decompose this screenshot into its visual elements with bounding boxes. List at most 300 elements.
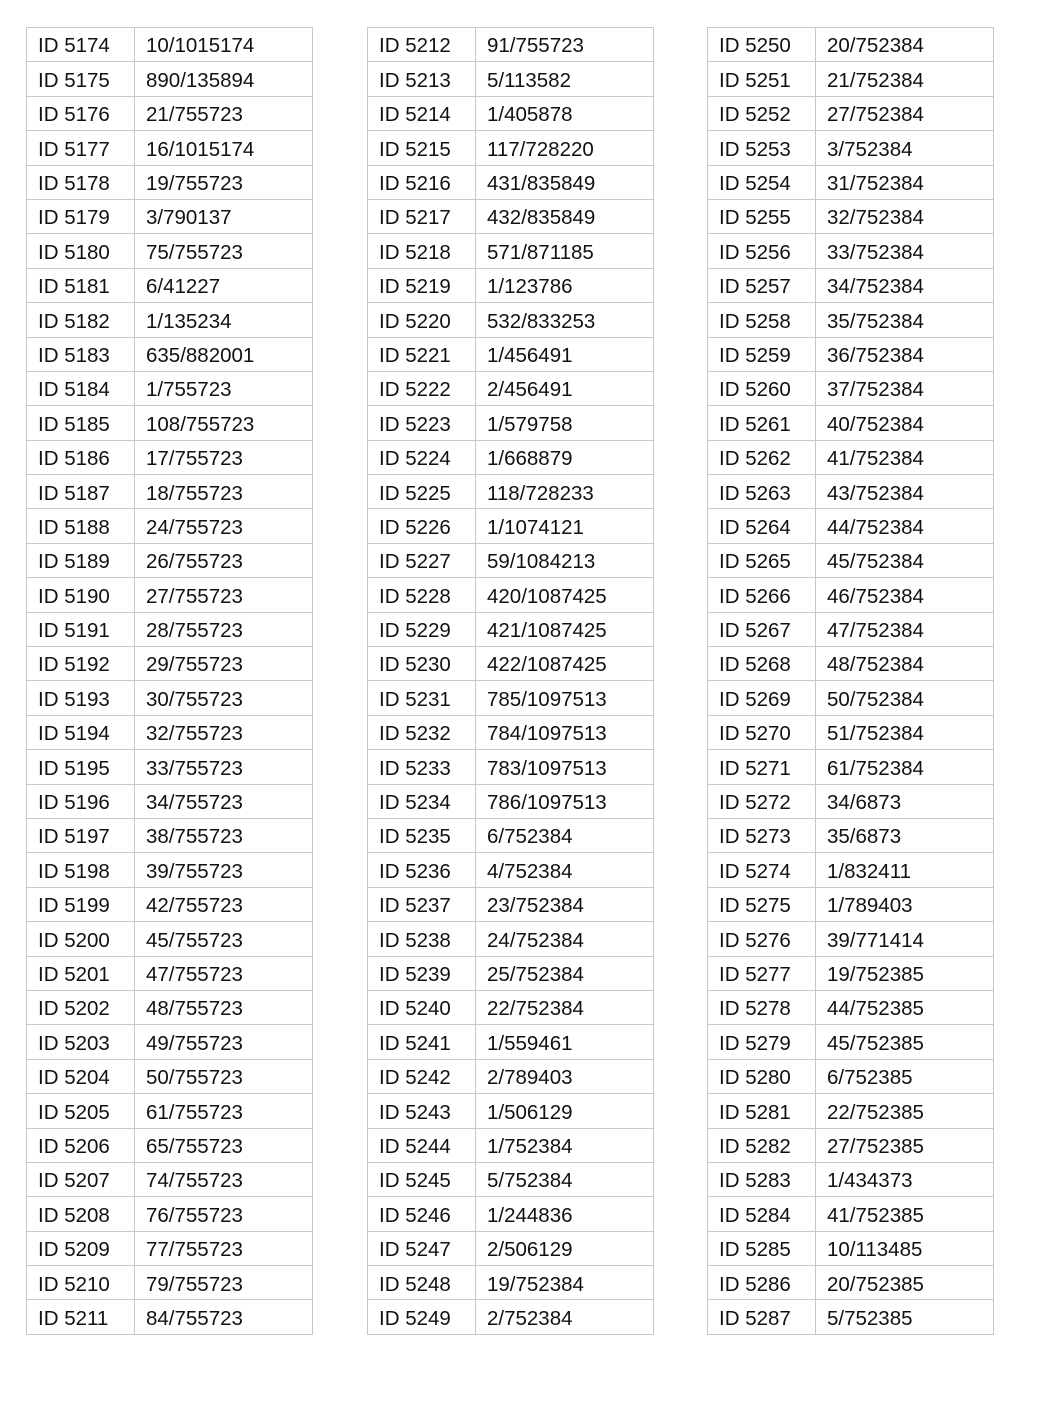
id-cell: ID 5237	[368, 887, 476, 921]
table-row	[708, 887, 994, 921]
table-row	[27, 96, 313, 130]
table-row	[368, 1300, 654, 1334]
id-cell: ID 5184	[27, 371, 135, 405]
id-cell: ID 5263	[708, 475, 816, 509]
table-row	[27, 1162, 313, 1196]
value-cell: 36/752384	[816, 337, 994, 371]
table-row	[368, 543, 654, 577]
table-row	[368, 62, 654, 96]
table-row	[27, 784, 313, 818]
id-cell: ID 5256	[708, 234, 816, 268]
table-row	[27, 1094, 313, 1128]
value-cell: 26/755723	[135, 543, 313, 577]
value-cell: 41/752385	[816, 1197, 994, 1231]
value-cell: 1/579758	[476, 406, 654, 440]
table-row	[27, 681, 313, 715]
table-row	[368, 1025, 654, 1059]
value-cell: 783/1097513	[476, 750, 654, 784]
table-row	[708, 303, 994, 337]
value-cell: 1/1074121	[476, 509, 654, 543]
value-cell: 118/728233	[476, 475, 654, 509]
table-row	[708, 818, 994, 852]
id-cell: ID 5283	[708, 1162, 816, 1196]
table-row	[368, 853, 654, 887]
value-cell: 74/755723	[135, 1162, 313, 1196]
id-cell: ID 5177	[27, 131, 135, 165]
table-row	[27, 612, 313, 646]
table-row	[708, 1300, 994, 1334]
value-cell: 35/752384	[816, 303, 994, 337]
id-cell: ID 5234	[368, 784, 476, 818]
table-row	[708, 1231, 994, 1265]
table-row	[368, 268, 654, 302]
id-cell: ID 5192	[27, 647, 135, 681]
table-row	[708, 96, 994, 130]
id-cell: ID 5181	[27, 268, 135, 302]
table-row	[708, 199, 994, 233]
id-cell: ID 5249	[368, 1300, 476, 1334]
value-cell: 19/755723	[135, 165, 313, 199]
table-row	[708, 1162, 994, 1196]
id-cell: ID 5242	[368, 1059, 476, 1093]
id-cell: ID 5276	[708, 922, 816, 956]
value-cell: 79/755723	[135, 1266, 313, 1300]
table-row	[27, 1231, 313, 1265]
value-cell: 39/755723	[135, 853, 313, 887]
id-cell: ID 5272	[708, 784, 816, 818]
table-row	[27, 578, 313, 612]
table-row	[27, 750, 313, 784]
table-row	[368, 1094, 654, 1128]
value-cell: 1/832411	[816, 853, 994, 887]
value-cell: 77/755723	[135, 1231, 313, 1265]
id-cell: ID 5257	[708, 268, 816, 302]
id-cell: ID 5247	[368, 1231, 476, 1265]
id-cell: ID 5218	[368, 234, 476, 268]
id-cell: ID 5205	[27, 1094, 135, 1128]
id-cell: ID 5190	[27, 578, 135, 612]
table-row	[368, 647, 654, 681]
id-cell: ID 5232	[368, 715, 476, 749]
id-table-column-3	[707, 27, 994, 1335]
table-row	[708, 1128, 994, 1162]
id-cell: ID 5207	[27, 1162, 135, 1196]
id-cell: ID 5245	[368, 1162, 476, 1196]
id-table-column-2	[367, 27, 654, 1335]
value-cell: 5/752384	[476, 1162, 654, 1196]
table-row	[368, 612, 654, 646]
id-cell: ID 5189	[27, 543, 135, 577]
value-cell: 2/506129	[476, 1231, 654, 1265]
table-row	[708, 131, 994, 165]
value-cell: 1/755723	[135, 371, 313, 405]
value-cell: 33/755723	[135, 750, 313, 784]
table-row	[368, 715, 654, 749]
table-row	[368, 990, 654, 1024]
value-cell: 29/755723	[135, 647, 313, 681]
table-row	[27, 28, 313, 62]
value-cell: 30/755723	[135, 681, 313, 715]
id-cell: ID 5174	[27, 28, 135, 62]
id-cell: ID 5282	[708, 1128, 816, 1162]
id-cell: ID 5215	[368, 131, 476, 165]
table-row	[368, 337, 654, 371]
value-cell: 432/835849	[476, 199, 654, 233]
id-cell: ID 5183	[27, 337, 135, 371]
value-cell: 10/113485	[816, 1231, 994, 1265]
table-row	[368, 784, 654, 818]
table-row	[368, 1266, 654, 1300]
id-cell: ID 5273	[708, 818, 816, 852]
value-cell: 18/755723	[135, 475, 313, 509]
table-row	[27, 853, 313, 887]
table-row	[27, 268, 313, 302]
value-cell: 22/752385	[816, 1094, 994, 1128]
id-cell: ID 5180	[27, 234, 135, 268]
value-cell: 59/1084213	[476, 543, 654, 577]
table-row	[708, 647, 994, 681]
id-cell: ID 5225	[368, 475, 476, 509]
table-row	[27, 715, 313, 749]
id-cell: ID 5213	[368, 62, 476, 96]
id-cell: ID 5231	[368, 681, 476, 715]
value-cell: 25/752384	[476, 956, 654, 990]
value-cell: 24/755723	[135, 509, 313, 543]
value-cell: 28/755723	[135, 612, 313, 646]
table-row	[368, 199, 654, 233]
id-cell: ID 5277	[708, 956, 816, 990]
table-row	[708, 1025, 994, 1059]
value-cell: 1/789403	[816, 887, 994, 921]
id-cell: ID 5193	[27, 681, 135, 715]
id-cell: ID 5278	[708, 990, 816, 1024]
table-row	[27, 440, 313, 474]
value-cell: 33/752384	[816, 234, 994, 268]
id-cell: ID 5253	[708, 131, 816, 165]
value-cell: 47/755723	[135, 956, 313, 990]
table-row	[708, 543, 994, 577]
id-cell: ID 5200	[27, 922, 135, 956]
value-cell: 19/752384	[476, 1266, 654, 1300]
table-row	[27, 1128, 313, 1162]
value-cell: 19/752385	[816, 956, 994, 990]
value-cell: 39/771414	[816, 922, 994, 956]
table-row	[708, 440, 994, 474]
value-cell: 49/755723	[135, 1025, 313, 1059]
value-cell: 32/755723	[135, 715, 313, 749]
table-row	[368, 131, 654, 165]
value-cell: 45/752385	[816, 1025, 994, 1059]
value-cell: 1/456491	[476, 337, 654, 371]
id-cell: ID 5279	[708, 1025, 816, 1059]
value-cell: 21/755723	[135, 96, 313, 130]
table-row	[708, 1094, 994, 1128]
table-row	[368, 578, 654, 612]
value-cell: 65/755723	[135, 1128, 313, 1162]
value-cell: 3/752384	[816, 131, 994, 165]
table-row	[708, 406, 994, 440]
value-cell: 84/755723	[135, 1300, 313, 1334]
table-row	[27, 475, 313, 509]
id-cell: ID 5220	[368, 303, 476, 337]
table-row	[27, 371, 313, 405]
value-cell: 27/752385	[816, 1128, 994, 1162]
id-cell: ID 5211	[27, 1300, 135, 1334]
table-row	[368, 1128, 654, 1162]
id-cell: ID 5201	[27, 956, 135, 990]
value-cell: 5/752385	[816, 1300, 994, 1334]
id-cell: ID 5216	[368, 165, 476, 199]
table-row	[368, 1162, 654, 1196]
value-cell: 3/790137	[135, 199, 313, 233]
value-cell: 61/755723	[135, 1094, 313, 1128]
value-cell: 50/755723	[135, 1059, 313, 1093]
id-cell: ID 5267	[708, 612, 816, 646]
id-cell: ID 5195	[27, 750, 135, 784]
table-row	[27, 647, 313, 681]
value-cell: 44/752384	[816, 509, 994, 543]
id-cell: ID 5176	[27, 96, 135, 130]
id-cell: ID 5224	[368, 440, 476, 474]
value-cell: 10/1015174	[135, 28, 313, 62]
value-cell: 21/752384	[816, 62, 994, 96]
id-cell: ID 5239	[368, 956, 476, 990]
table-row	[27, 1197, 313, 1231]
table-row	[708, 165, 994, 199]
table-row	[368, 406, 654, 440]
id-cell: ID 5206	[27, 1128, 135, 1162]
id-cell: ID 5268	[708, 647, 816, 681]
value-cell: 1/244836	[476, 1197, 654, 1231]
value-cell: 1/506129	[476, 1094, 654, 1128]
table-row	[27, 1300, 313, 1334]
id-cell: ID 5227	[368, 543, 476, 577]
id-cell: ID 5214	[368, 96, 476, 130]
table-row	[368, 96, 654, 130]
id-cell: ID 5265	[708, 543, 816, 577]
id-cell: ID 5187	[27, 475, 135, 509]
table-row	[708, 715, 994, 749]
table-row	[368, 509, 654, 543]
id-cell: ID 5246	[368, 1197, 476, 1231]
value-cell: 35/6873	[816, 818, 994, 852]
id-cell: ID 5212	[368, 28, 476, 62]
value-cell: 784/1097513	[476, 715, 654, 749]
id-cell: ID 5285	[708, 1231, 816, 1265]
value-cell: 532/833253	[476, 303, 654, 337]
id-cell: ID 5233	[368, 750, 476, 784]
id-cell: ID 5287	[708, 1300, 816, 1334]
table-row	[27, 1025, 313, 1059]
table-row	[27, 62, 313, 96]
value-cell: 2/456491	[476, 371, 654, 405]
table-row	[708, 990, 994, 1024]
id-cell: ID 5271	[708, 750, 816, 784]
id-cell: ID 5251	[708, 62, 816, 96]
id-cell: ID 5179	[27, 199, 135, 233]
table-row	[27, 234, 313, 268]
value-cell: 890/135894	[135, 62, 313, 96]
table-row	[368, 440, 654, 474]
id-cell: ID 5258	[708, 303, 816, 337]
id-cell: ID 5235	[368, 818, 476, 852]
id-cell: ID 5255	[708, 199, 816, 233]
table-row	[368, 1231, 654, 1265]
value-cell: 47/752384	[816, 612, 994, 646]
table-row	[368, 371, 654, 405]
table-row	[368, 887, 654, 921]
table-row	[708, 371, 994, 405]
value-cell: 51/752384	[816, 715, 994, 749]
id-cell: ID 5260	[708, 371, 816, 405]
table-row	[708, 922, 994, 956]
id-cell: ID 5252	[708, 96, 816, 130]
id-cell: ID 5238	[368, 922, 476, 956]
id-cell: ID 5250	[708, 28, 816, 62]
value-cell: 17/755723	[135, 440, 313, 474]
value-cell: 48/752384	[816, 647, 994, 681]
table-row	[27, 337, 313, 371]
value-cell: 40/752384	[816, 406, 994, 440]
table-row	[708, 681, 994, 715]
id-cell: ID 5208	[27, 1197, 135, 1231]
table-row	[708, 509, 994, 543]
id-cell: ID 5210	[27, 1266, 135, 1300]
table-row	[27, 1266, 313, 1300]
id-cell: ID 5281	[708, 1094, 816, 1128]
value-cell: 32/752384	[816, 199, 994, 233]
table-row	[368, 818, 654, 852]
id-cell: ID 5188	[27, 509, 135, 543]
id-cell: ID 5182	[27, 303, 135, 337]
table-row	[368, 303, 654, 337]
table-row	[368, 28, 654, 62]
value-cell: 5/113582	[476, 62, 654, 96]
id-cell: ID 5284	[708, 1197, 816, 1231]
value-cell: 50/752384	[816, 681, 994, 715]
id-cell: ID 5262	[708, 440, 816, 474]
value-cell: 76/755723	[135, 1197, 313, 1231]
id-cell: ID 5175	[27, 62, 135, 96]
table-row	[368, 1197, 654, 1231]
table-row	[27, 543, 313, 577]
value-cell: 43/752384	[816, 475, 994, 509]
value-cell: 1/135234	[135, 303, 313, 337]
id-cell: ID 5198	[27, 853, 135, 887]
table-row	[368, 234, 654, 268]
id-cell: ID 5286	[708, 1266, 816, 1300]
id-cell: ID 5194	[27, 715, 135, 749]
id-cell: ID 5221	[368, 337, 476, 371]
id-cell: ID 5203	[27, 1025, 135, 1059]
table-row	[27, 303, 313, 337]
table-row	[708, 62, 994, 96]
id-cell: ID 5222	[368, 371, 476, 405]
table-row	[368, 475, 654, 509]
value-cell: 1/405878	[476, 96, 654, 130]
id-cell: ID 5229	[368, 612, 476, 646]
id-cell: ID 5196	[27, 784, 135, 818]
table-row	[27, 956, 313, 990]
table-row	[27, 165, 313, 199]
id-cell: ID 5178	[27, 165, 135, 199]
table-row	[708, 1059, 994, 1093]
value-cell: 31/752384	[816, 165, 994, 199]
value-cell: 46/752384	[816, 578, 994, 612]
table-row	[27, 509, 313, 543]
value-cell: 45/755723	[135, 922, 313, 956]
value-cell: 27/752384	[816, 96, 994, 130]
id-cell: ID 5240	[368, 990, 476, 1024]
id-cell: ID 5185	[27, 406, 135, 440]
table-row	[27, 922, 313, 956]
id-cell: ID 5199	[27, 887, 135, 921]
id-table-column-1	[26, 27, 313, 1335]
table-row	[368, 681, 654, 715]
value-cell: 16/1015174	[135, 131, 313, 165]
value-cell: 41/752384	[816, 440, 994, 474]
table-row	[27, 818, 313, 852]
id-cell: ID 5226	[368, 509, 476, 543]
id-cell: ID 5243	[368, 1094, 476, 1128]
table-row	[708, 475, 994, 509]
table-row	[27, 406, 313, 440]
table-row	[708, 28, 994, 62]
id-cell: ID 5266	[708, 578, 816, 612]
table-row	[708, 1266, 994, 1300]
value-cell: 23/752384	[476, 887, 654, 921]
table-row	[368, 750, 654, 784]
value-cell: 420/1087425	[476, 578, 654, 612]
table-row	[368, 922, 654, 956]
table-row	[708, 578, 994, 612]
value-cell: 6/752385	[816, 1059, 994, 1093]
id-cell: ID 5280	[708, 1059, 816, 1093]
table-row	[27, 887, 313, 921]
value-cell: 1/668879	[476, 440, 654, 474]
value-cell: 108/755723	[135, 406, 313, 440]
value-cell: 431/835849	[476, 165, 654, 199]
value-cell: 421/1087425	[476, 612, 654, 646]
id-cell: ID 5259	[708, 337, 816, 371]
id-cell: ID 5248	[368, 1266, 476, 1300]
table-row	[708, 1197, 994, 1231]
value-cell: 20/752384	[816, 28, 994, 62]
value-cell: 20/752385	[816, 1266, 994, 1300]
value-cell: 22/752384	[476, 990, 654, 1024]
id-cell: ID 5191	[27, 612, 135, 646]
id-cell: ID 5254	[708, 165, 816, 199]
value-cell: 45/752384	[816, 543, 994, 577]
value-cell: 38/755723	[135, 818, 313, 852]
id-cell: ID 5264	[708, 509, 816, 543]
table-row	[708, 784, 994, 818]
table-row	[368, 165, 654, 199]
value-cell: 2/752384	[476, 1300, 654, 1334]
table-row	[708, 853, 994, 887]
id-cell: ID 5186	[27, 440, 135, 474]
value-cell: 1/123786	[476, 268, 654, 302]
value-cell: 48/755723	[135, 990, 313, 1024]
value-cell: 44/752385	[816, 990, 994, 1024]
value-cell: 571/871185	[476, 234, 654, 268]
id-cell: ID 5219	[368, 268, 476, 302]
id-cell: ID 5269	[708, 681, 816, 715]
table-row	[708, 234, 994, 268]
value-cell: 6/752384	[476, 818, 654, 852]
table-row	[27, 1059, 313, 1093]
value-cell: 422/1087425	[476, 647, 654, 681]
